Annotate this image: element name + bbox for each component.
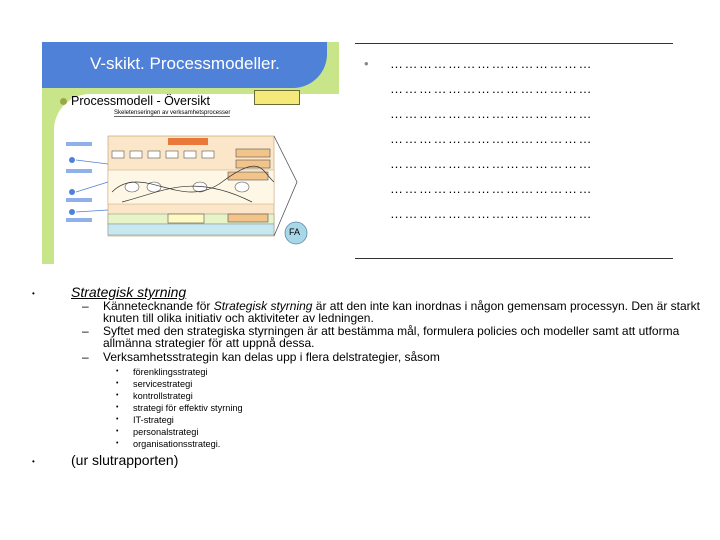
strategy-item: förenklingsstrategi (133, 367, 208, 377)
strategy-item: kontrollstrategi (133, 391, 193, 401)
sub-bullet: • (116, 368, 119, 375)
placeholder-line: …………………………………… (390, 181, 593, 196)
placeholder-line: …………………………………… (390, 56, 593, 71)
thumbnail-subtitle-text: Processmodell - Översikt (71, 94, 210, 108)
point-kannetecknande: Kännetecknande för Strategisk styrning är att den inte kan inordnas i någon gemensam processyn. Den är starkt knuten till olika initiativ och aktiviteter av ledningen. (103, 299, 701, 325)
point-syftet: Syftet med den strategiska styrningen är att bestämma mål, formulera policies och modeller samt att utforma allmänna strategier för att uppnå dessa. (103, 324, 680, 350)
point-verksamhetsstrategin: Verksamhetsstrategin kan delas upp i flera delstrategier, såsom (103, 350, 440, 364)
placeholder-line: …………………………………… (390, 206, 593, 221)
dash-2: – (82, 324, 89, 338)
placeholder-line: …………………………………… (390, 156, 593, 171)
strategy-item: personalstrategi (133, 427, 199, 437)
strategy-item: organisationsstrategi. (133, 439, 221, 449)
sub-bullet: • (116, 416, 119, 423)
placeholder-rule-top (355, 43, 673, 44)
strategy-item: IT-strategi (133, 415, 174, 425)
bullet-strategisk: • (32, 289, 35, 298)
slide-thumbnail (42, 42, 339, 264)
point-emphasis: Strategisk styrning (213, 299, 313, 313)
source-note: (ur slutrapporten) (71, 452, 179, 468)
thumbnail-title: V-skikt. Processmodeller. (90, 54, 280, 73)
sub-bullet: • (116, 440, 119, 447)
placeholder-rule-bottom (355, 258, 673, 259)
dash-1: – (82, 299, 89, 313)
thumbnail-corner-label: FA (289, 227, 301, 237)
placeholder-line: …………………………………… (390, 106, 593, 121)
dash-3: – (82, 350, 89, 364)
placeholder-line: …………………………………… (390, 131, 593, 146)
strategy-item: servicestrategi (133, 379, 193, 389)
strategy-item: strategi för effektiv styrning (133, 403, 243, 413)
bullet-slutrapporten: • (32, 457, 35, 466)
sub-bullet: • (116, 392, 119, 399)
thumbnail-diagram-header: Skeletenseringen av verksamhetsprocesser (114, 110, 231, 116)
sub-bullet: • (116, 380, 119, 387)
sub-bullet: • (116, 404, 119, 411)
heading-strategisk-styrning: Strategisk styrning (71, 284, 187, 300)
placeholder-line: …………………………………… (390, 81, 593, 96)
placeholder-bullet: • (364, 56, 369, 71)
sub-bullet: • (116, 428, 119, 435)
